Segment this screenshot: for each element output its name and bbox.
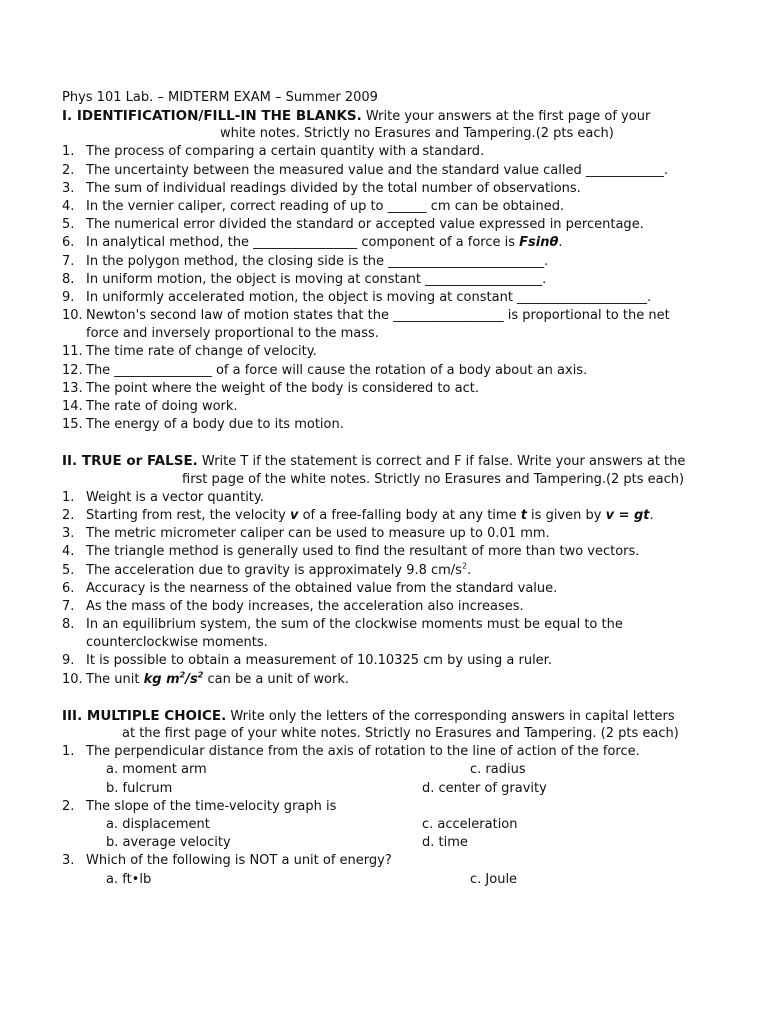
- list-item: 4. The triangle method is generally used to find the resultant of more than two vectors.: [62, 544, 640, 560]
- options-row: [62, 761, 710, 779]
- section-1-heading: [62, 107, 710, 125]
- list-item: 4. In the vernier caliper, correct reading of up to ______ cm can be obtained.: [62, 198, 565, 214]
- list-item: 14. The rate of doing work.: [62, 399, 238, 414]
- option-a: a. ft•lb: [106, 871, 152, 887]
- list-item: 13. The point where the weight of the body is considered to act.: [62, 380, 479, 396]
- option-c: c. Joule: [470, 871, 518, 887]
- list-item: 10. The unit kg $m^2/s^2$ can be a unit of work.: [62, 670, 350, 687]
- list-item-cont: force and inversely proportional to the mass.: [86, 326, 379, 342]
- option-a: a. displacement: [106, 816, 210, 832]
- equation-v-gt: v = gt: [605, 507, 650, 523]
- section-1-instructions: Write your answers at the first page of your: [361, 109, 651, 124]
- list-item: 10. Newton's second law of motion states that the _________________ is proportional to the net: [62, 308, 670, 324]
- var-t: t: [520, 507, 527, 523]
- list-item: 5. The numerical error divided the standard or accepted value expressed in percentage.: [62, 217, 644, 233]
- options-row: [62, 816, 710, 834]
- exam-header: Phys 101 Lab. – MIDTERM EXAM – Summer 2009: [62, 90, 378, 105]
- list-item: 15. The energy of a body due to its motion.: [62, 417, 344, 433]
- option-d: d. time: [422, 835, 468, 851]
- option-c: c. radius: [470, 762, 526, 778]
- var-v: v: [289, 507, 299, 523]
- option-c: c. acceleration: [422, 816, 518, 832]
- list-item: 9. It is possible to obtain a measurement of 10.10325 cm by using a ruler.: [62, 653, 552, 669]
- question: 2. The slope of the time-velocity graph is: [62, 798, 337, 814]
- list-item: 1. Weight is a vector quantity.: [62, 489, 264, 505]
- section-2-title: II. TRUE or FALSE.: [62, 453, 198, 470]
- unit-kgm2s2: kg $m^2/s^2$: [143, 670, 204, 687]
- option-d: d. center of gravity: [422, 780, 547, 796]
- list-item: 7. In the polygon method, the closing side is the ________________________.: [62, 253, 549, 269]
- list-item-cont: counterclockwise moments.: [86, 635, 268, 651]
- list-item: 3. The metric micrometer caliper can be used to measure up to 0.01 mm.: [62, 526, 550, 542]
- section-1-title: I. IDENTIFICATION/FILL-IN THE BLANKS.: [62, 108, 362, 124]
- spacer: [62, 689, 710, 707]
- options-row: [62, 834, 710, 852]
- question: 1. The perpendicular distance from the axis of rotation to the line of action of the force.: [62, 744, 640, 760]
- list-item: 6. Accuracy is the nearness of the obtained value from the standard value.: [62, 580, 558, 596]
- list-item: 12. The _______________ of a force will cause the rotation of a body about an axis.: [62, 362, 588, 378]
- option-b: b. average velocity: [106, 835, 231, 851]
- section-3-title: III. MULTIPLE CHOICE.: [62, 707, 227, 724]
- list-item: 6. In analytical method, the ________________ component of a force is Fsinθ.: [62, 235, 563, 251]
- list-item: 7. As the mass of the body increases, the acceleration also increases.: [62, 598, 524, 614]
- list-item: 3. The sum of individual readings divided by the total number of observations.: [62, 180, 581, 196]
- section-2-instructions-cont: first page of the white notes. Strictly no Erasures and Tampering.(2 pts each): [182, 471, 685, 487]
- list-item: 5. The acceleration due to gravity is approximately 9.8 $cm/s^2$.: [62, 561, 472, 578]
- question: 3. Which of the following is NOT a unit of energy?: [62, 853, 392, 869]
- list-item: 11. The time rate of change of velocity.: [62, 344, 317, 360]
- list-item: 8. In an equilibrium system, the sum of the clockwise moments must be equal to the: [62, 617, 623, 633]
- spacer: [62, 434, 710, 452]
- section-3-instructions: Write only the letters of the corresponding answers in capital letters: [226, 708, 675, 724]
- formula-fsintheta: Fsinθ: [519, 235, 559, 251]
- option-a: a. moment arm: [106, 762, 207, 778]
- list-item: 8. In uniform motion, the object is moving at constant __________________.: [62, 271, 547, 287]
- exam-page: [62, 89, 710, 889]
- list-item: 1. The process of comparing a certain quantity with a standard.: [62, 144, 485, 160]
- list-item: 2. Starting from rest, the velocity v of a free-falling body at any time t is given by v = gt.: [62, 507, 654, 523]
- section-3-heading: [62, 707, 710, 725]
- options-row: [62, 871, 710, 889]
- section-2-instructions: Write T if the statement is correct and F if false. Write your answers at the: [197, 454, 686, 470]
- section-3-instructions-cont: at the first page of your white notes. Strictly no Erasures and Tampering. (2 pts each): [122, 726, 679, 741]
- list-item: 9. In uniformly accelerated motion, the object is moving at constant ____________________.: [62, 289, 652, 305]
- options-row: [62, 780, 710, 798]
- list-item: 2. The uncertainty between the measured value and the standard value called ____________.: [62, 162, 668, 178]
- section-2-heading: [62, 452, 710, 470]
- option-b: b. fulcrum: [106, 780, 173, 796]
- section-1-instructions-cont: white notes. Strictly no Erasures and Tampering.(2 pts each): [220, 126, 614, 142]
